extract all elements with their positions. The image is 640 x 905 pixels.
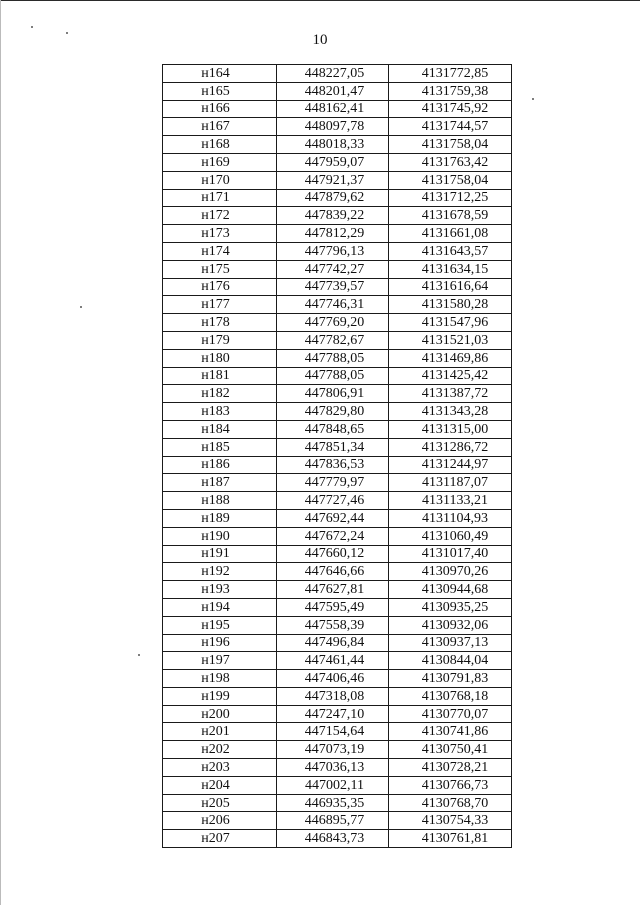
point-id-cell: н178 — [163, 314, 277, 332]
x-coordinate-cell: 447496,84 — [277, 634, 389, 652]
scan-speck — [138, 654, 140, 656]
y-coordinate-cell: 4130728,21 — [389, 759, 512, 777]
x-coordinate-cell: 447692,44 — [277, 509, 389, 527]
x-coordinate-cell: 446895,77 — [277, 812, 389, 830]
point-id-cell: н189 — [163, 509, 277, 527]
y-coordinate-cell: 4131315,00 — [389, 420, 512, 438]
table-row — [163, 509, 512, 527]
point-id-cell: н164 — [163, 65, 277, 83]
point-id-cell: н176 — [163, 278, 277, 296]
y-coordinate-cell: 4131469,86 — [389, 349, 512, 367]
point-id-cell: н203 — [163, 759, 277, 777]
y-coordinate-cell: 4131060,49 — [389, 527, 512, 545]
point-id-cell: н165 — [163, 82, 277, 100]
point-id-cell: н207 — [163, 830, 277, 848]
y-coordinate-cell: 4130750,41 — [389, 741, 512, 759]
y-coordinate-cell: 4130741,86 — [389, 723, 512, 741]
point-id-cell: н206 — [163, 812, 277, 830]
point-id-cell: н180 — [163, 349, 277, 367]
x-coordinate-cell: 447247,10 — [277, 705, 389, 723]
x-coordinate-cell: 447672,24 — [277, 527, 389, 545]
point-id-cell: н182 — [163, 385, 277, 403]
y-coordinate-cell: 4131343,28 — [389, 403, 512, 421]
x-coordinate-cell: 447461,44 — [277, 652, 389, 670]
x-coordinate-cell: 447769,20 — [277, 314, 389, 332]
table-row — [163, 563, 512, 581]
x-coordinate-cell: 447806,91 — [277, 385, 389, 403]
y-coordinate-cell: 4131187,07 — [389, 474, 512, 492]
table-row — [163, 492, 512, 510]
x-coordinate-cell: 447788,05 — [277, 367, 389, 385]
y-coordinate-cell: 4131758,04 — [389, 171, 512, 189]
x-coordinate-cell: 448018,33 — [277, 136, 389, 154]
y-coordinate-cell: 4131643,57 — [389, 242, 512, 260]
x-coordinate-cell: 447921,37 — [277, 171, 389, 189]
coordinates-table — [162, 64, 512, 848]
table-row — [163, 581, 512, 599]
y-coordinate-cell: 4131521,03 — [389, 331, 512, 349]
point-id-cell: н197 — [163, 652, 277, 670]
y-coordinate-cell: 4130754,33 — [389, 812, 512, 830]
point-id-cell: н190 — [163, 527, 277, 545]
point-id-cell: н196 — [163, 634, 277, 652]
x-coordinate-cell: 447829,80 — [277, 403, 389, 421]
y-coordinate-cell: 4130970,26 — [389, 563, 512, 581]
y-coordinate-cell: 4130944,68 — [389, 581, 512, 599]
y-coordinate-cell: 4130761,81 — [389, 830, 512, 848]
y-coordinate-cell: 4131104,93 — [389, 509, 512, 527]
point-id-cell: н201 — [163, 723, 277, 741]
x-coordinate-cell: 447646,66 — [277, 563, 389, 581]
y-coordinate-cell: 4131017,40 — [389, 545, 512, 563]
y-coordinate-cell: 4131133,21 — [389, 492, 512, 510]
table-row — [163, 367, 512, 385]
point-id-cell: н185 — [163, 438, 277, 456]
table-row — [163, 670, 512, 688]
point-id-cell: н170 — [163, 171, 277, 189]
x-coordinate-cell: 447839,22 — [277, 207, 389, 225]
point-id-cell: н193 — [163, 581, 277, 599]
x-coordinate-cell: 447812,29 — [277, 225, 389, 243]
point-id-cell: н167 — [163, 118, 277, 136]
table-row — [163, 794, 512, 812]
x-coordinate-cell: 447002,11 — [277, 776, 389, 794]
x-coordinate-cell: 448227,05 — [277, 65, 389, 83]
x-coordinate-cell: 447595,49 — [277, 598, 389, 616]
y-coordinate-cell: 4130937,13 — [389, 634, 512, 652]
y-coordinate-cell: 4131616,64 — [389, 278, 512, 296]
y-coordinate-cell: 4131244,97 — [389, 456, 512, 474]
x-coordinate-cell: 447036,13 — [277, 759, 389, 777]
y-coordinate-cell: 4130935,25 — [389, 598, 512, 616]
table-row — [163, 65, 512, 83]
y-coordinate-cell: 4131661,08 — [389, 225, 512, 243]
coordinates-table-body — [163, 65, 512, 848]
table-row — [163, 705, 512, 723]
point-id-cell: н198 — [163, 670, 277, 688]
table-row — [163, 438, 512, 456]
table-row — [163, 634, 512, 652]
table-row — [163, 225, 512, 243]
point-id-cell: н177 — [163, 296, 277, 314]
page-number: 10 — [312, 32, 328, 48]
x-coordinate-cell: 448097,78 — [277, 118, 389, 136]
x-coordinate-cell: 447836,53 — [277, 456, 389, 474]
point-id-cell: н187 — [163, 474, 277, 492]
y-coordinate-cell: 4130770,07 — [389, 705, 512, 723]
x-coordinate-cell: 448201,47 — [277, 82, 389, 100]
table-row — [163, 616, 512, 634]
y-coordinate-cell: 4131763,42 — [389, 153, 512, 171]
point-id-cell: н168 — [163, 136, 277, 154]
y-coordinate-cell: 4131634,15 — [389, 260, 512, 278]
x-coordinate-cell: 447558,39 — [277, 616, 389, 634]
table-row — [163, 314, 512, 332]
y-coordinate-cell: 4130768,18 — [389, 687, 512, 705]
table-row — [163, 723, 512, 741]
y-coordinate-cell: 4131758,04 — [389, 136, 512, 154]
table-row — [163, 527, 512, 545]
y-coordinate-cell: 4130768,70 — [389, 794, 512, 812]
point-id-cell: н169 — [163, 153, 277, 171]
point-id-cell: н192 — [163, 563, 277, 581]
table-row — [163, 278, 512, 296]
table-row — [163, 776, 512, 794]
table-row — [163, 403, 512, 421]
y-coordinate-cell: 4131286,72 — [389, 438, 512, 456]
table-row — [163, 100, 512, 118]
table-row — [163, 296, 512, 314]
point-id-cell: н166 — [163, 100, 277, 118]
table-row — [163, 652, 512, 670]
x-coordinate-cell: 447796,13 — [277, 242, 389, 260]
y-coordinate-cell: 4131580,28 — [389, 296, 512, 314]
table-row — [163, 545, 512, 563]
table-row — [163, 456, 512, 474]
table-row — [163, 331, 512, 349]
x-coordinate-cell: 447154,64 — [277, 723, 389, 741]
scan-speck — [31, 26, 33, 28]
point-id-cell: н205 — [163, 794, 277, 812]
x-coordinate-cell: 447779,97 — [277, 474, 389, 492]
y-coordinate-cell: 4131759,38 — [389, 82, 512, 100]
table-row — [163, 207, 512, 225]
point-id-cell: н188 — [163, 492, 277, 510]
point-id-cell: н171 — [163, 189, 277, 207]
x-coordinate-cell: 448162,41 — [277, 100, 389, 118]
x-coordinate-cell: 447318,08 — [277, 687, 389, 705]
x-coordinate-cell: 447746,31 — [277, 296, 389, 314]
point-id-cell: н172 — [163, 207, 277, 225]
y-coordinate-cell: 4131387,72 — [389, 385, 512, 403]
x-coordinate-cell: 447879,62 — [277, 189, 389, 207]
scan-speck — [532, 98, 534, 100]
table-row — [163, 759, 512, 777]
point-id-cell: н174 — [163, 242, 277, 260]
table-row — [163, 741, 512, 759]
scan-top-edge — [0, 0, 640, 1]
point-id-cell: н194 — [163, 598, 277, 616]
point-id-cell: н175 — [163, 260, 277, 278]
point-id-cell: н199 — [163, 687, 277, 705]
point-id-cell: н204 — [163, 776, 277, 794]
y-coordinate-cell: 4131744,57 — [389, 118, 512, 136]
y-coordinate-cell: 4130791,83 — [389, 670, 512, 688]
x-coordinate-cell: 447073,19 — [277, 741, 389, 759]
point-id-cell: н191 — [163, 545, 277, 563]
x-coordinate-cell: 447660,12 — [277, 545, 389, 563]
point-id-cell: н173 — [163, 225, 277, 243]
x-coordinate-cell: 447727,46 — [277, 492, 389, 510]
table-row — [163, 474, 512, 492]
x-coordinate-cell: 446935,35 — [277, 794, 389, 812]
table-row — [163, 136, 512, 154]
y-coordinate-cell: 4131678,59 — [389, 207, 512, 225]
table-row — [163, 242, 512, 260]
x-coordinate-cell: 447782,67 — [277, 331, 389, 349]
y-coordinate-cell: 4130932,06 — [389, 616, 512, 634]
table-row — [163, 598, 512, 616]
x-coordinate-cell: 447742,27 — [277, 260, 389, 278]
x-coordinate-cell: 447848,65 — [277, 420, 389, 438]
table-row — [163, 812, 512, 830]
point-id-cell: н202 — [163, 741, 277, 759]
x-coordinate-cell: 447959,07 — [277, 153, 389, 171]
table-row — [163, 349, 512, 367]
y-coordinate-cell: 4131772,85 — [389, 65, 512, 83]
table-row — [163, 687, 512, 705]
y-coordinate-cell: 4130844,04 — [389, 652, 512, 670]
table-row — [163, 830, 512, 848]
y-coordinate-cell: 4131712,25 — [389, 189, 512, 207]
table-row — [163, 171, 512, 189]
point-id-cell: н179 — [163, 331, 277, 349]
point-id-cell: н181 — [163, 367, 277, 385]
table-row — [163, 189, 512, 207]
point-id-cell: н184 — [163, 420, 277, 438]
table-row — [163, 420, 512, 438]
y-coordinate-cell: 4131745,92 — [389, 100, 512, 118]
table-row — [163, 82, 512, 100]
y-coordinate-cell: 4130766,73 — [389, 776, 512, 794]
x-coordinate-cell: 447851,34 — [277, 438, 389, 456]
x-coordinate-cell: 447788,05 — [277, 349, 389, 367]
point-id-cell: н186 — [163, 456, 277, 474]
table-row — [163, 385, 512, 403]
y-coordinate-cell: 4131547,96 — [389, 314, 512, 332]
point-id-cell: н183 — [163, 403, 277, 421]
x-coordinate-cell: 446843,73 — [277, 830, 389, 848]
table-row — [163, 153, 512, 171]
x-coordinate-cell: 447406,46 — [277, 670, 389, 688]
point-id-cell: н200 — [163, 705, 277, 723]
point-id-cell: н195 — [163, 616, 277, 634]
x-coordinate-cell: 447627,81 — [277, 581, 389, 599]
x-coordinate-cell: 447739,57 — [277, 278, 389, 296]
y-coordinate-cell: 4131425,42 — [389, 367, 512, 385]
table-row — [163, 260, 512, 278]
table-row — [163, 118, 512, 136]
scan-left-edge — [0, 0, 1, 905]
scan-speck — [80, 306, 82, 308]
